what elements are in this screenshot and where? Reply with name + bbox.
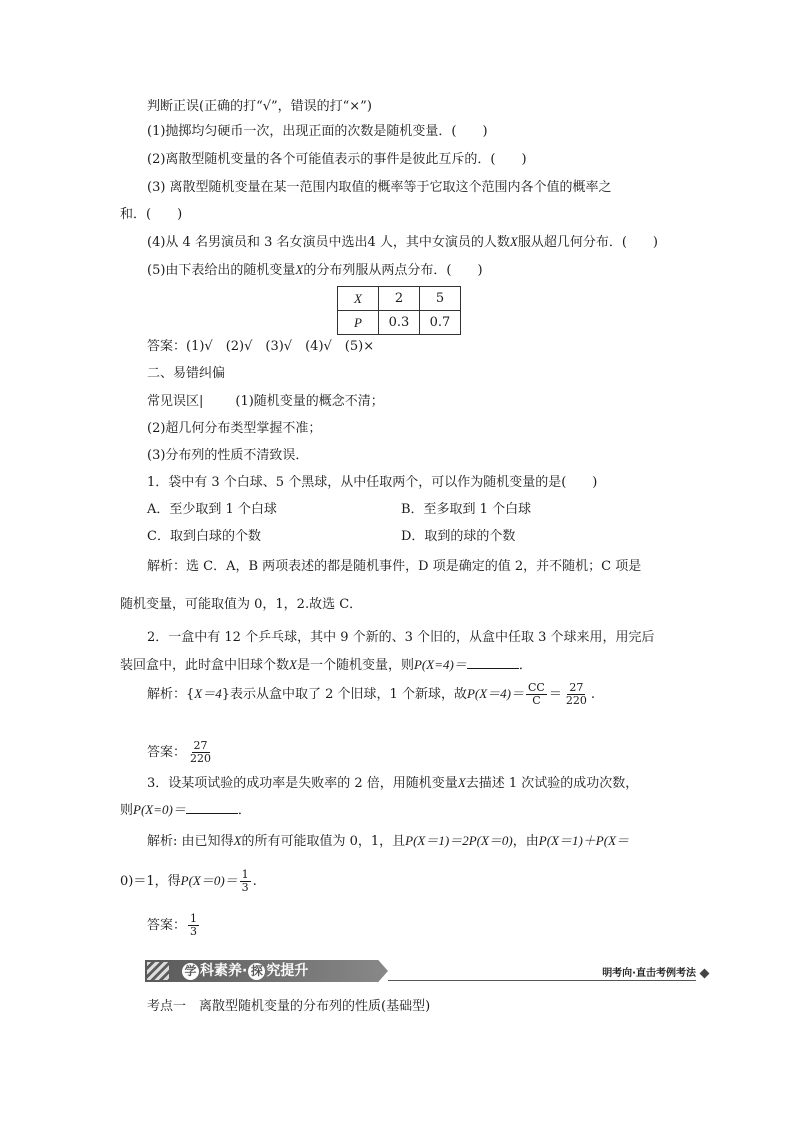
table-cell: 0.3 xyxy=(379,311,420,335)
distribution-table xyxy=(337,286,461,335)
judge-item-5-pre: (5)由下表给出的随机变量 xyxy=(147,263,296,278)
error-item-1: (1)随机变量的概念不清； xyxy=(235,394,384,409)
probability-expression: P(X=0)＝ xyxy=(133,802,186,817)
variable-x: X xyxy=(295,262,304,277)
answer-fraction xyxy=(188,913,199,938)
question-3-line1-pre: 3．设某项试验的成功率是失败率的 2 倍，用随机变量 xyxy=(147,776,458,791)
question-3-solution-mid: 的所有可能取值为 0，1，且 xyxy=(241,834,406,849)
error-item-2: (2)超几何分布类型掌握不准； xyxy=(147,421,322,436)
judge-item-3-line1: (3) 离散型随机变量在某一范围内取值的概率等于它取这个范围内各个值的概率之 xyxy=(147,180,612,195)
judge-heading: 判断正误(正确的打“√”，错误的打“×”) xyxy=(147,99,372,114)
period: . xyxy=(252,874,257,889)
question-3-answer xyxy=(147,913,201,938)
judge-answer: 答案：(1)√ (2)√ (3)√ (4)√ (5)× xyxy=(147,339,375,354)
banner-title-part2: 究提升 xyxy=(266,963,309,979)
answer-label: 答案： xyxy=(147,918,187,933)
question-3-solution-line1 xyxy=(147,832,629,851)
probability-expression: P(X＝1)＋P(X＝ xyxy=(538,833,630,848)
judge-item-1: (1)抛掷均匀硬币一次，出现正面的次数是随机变量．( ) xyxy=(147,124,488,139)
banner-subtitle: 明考向·直击考例考法 xyxy=(602,968,696,979)
banner-rule xyxy=(388,980,696,981)
banner-title-part1: 科素养· xyxy=(200,963,248,979)
question-2-answer xyxy=(147,740,215,765)
event-expression: X＝4 xyxy=(194,686,222,701)
question-1-option-d: D．取到的球的个数 xyxy=(401,529,516,544)
fraction-denominator: 220 xyxy=(190,752,212,765)
section2-heading: 二、易错纠偏 xyxy=(147,366,226,381)
table-cell: P xyxy=(338,311,379,335)
question-2-line2-pre: 装回盒中，此时盒中旧球个数 xyxy=(120,658,290,673)
probability-expression: P(X＝0)＝ xyxy=(180,873,238,888)
question-3-solution-mid2: ，由 xyxy=(512,834,539,849)
diamond-icon xyxy=(700,969,710,979)
banner-char-circle: 学 xyxy=(182,963,199,980)
fraction-denominator: 220 xyxy=(565,694,587,707)
common-errors-label: 常见误区| xyxy=(147,394,204,409)
question-3-solution-pre: 解析: 由已知得 xyxy=(147,834,234,849)
banner-char-circle: 探 xyxy=(248,963,265,980)
answer-blank[interactable] xyxy=(467,656,519,669)
question-1-solution-line2: 随机变量，可能取值为 0，1，2.故选 C． xyxy=(120,597,363,612)
result-fraction xyxy=(564,682,589,707)
probability-expression: P(X=4)＝ xyxy=(413,657,467,672)
table-row xyxy=(338,311,461,335)
question-3-line2: 则P(X=0)＝ ． xyxy=(120,802,251,818)
banner-stripes xyxy=(147,962,169,980)
question-1-option-b: B．至多取到 1 个白球 xyxy=(401,502,532,517)
question-2-line2: 装回盒中，此时盒中旧球个数X是一个随机变量，则P(X=4)＝ ． xyxy=(120,657,532,673)
judge-item-3-line2: 和．( ) xyxy=(120,207,183,222)
table-cell: 5 xyxy=(420,287,461,311)
topic-heading: 考点一 离散型随机变量的分布列的性质(基础型) xyxy=(147,999,431,1014)
table-row xyxy=(338,287,461,311)
variable-x: X xyxy=(289,657,297,672)
table-cell: 0.7 xyxy=(420,311,461,335)
question-3-line1 xyxy=(147,774,638,793)
question-2-solution-pre: 解析：{ xyxy=(147,687,195,702)
table-cell: X xyxy=(338,287,379,311)
fraction-denominator: 3 xyxy=(241,881,249,894)
fraction-numerator: CC xyxy=(528,681,545,694)
question-3-solution-line2 xyxy=(120,869,257,894)
judge-item-4 xyxy=(147,233,658,252)
answer-fraction xyxy=(188,740,213,765)
judge-item-4-post: 服从超几何分布．( ) xyxy=(517,235,658,250)
answer-label: 答案： xyxy=(147,745,187,760)
equals-sign: ＝ xyxy=(548,687,562,702)
fraction-numerator: 27 xyxy=(569,681,584,694)
variable-x: X xyxy=(457,775,466,790)
fraction-denominator: 3 xyxy=(190,925,198,938)
common-errors xyxy=(147,393,384,411)
variable-x: X xyxy=(233,833,242,848)
fraction-denominator: C xyxy=(532,694,541,707)
question-2-solution-mid: }表示从盒中取了 2 个旧球，1 个新球，故 xyxy=(221,687,467,702)
question-3-line1-post: 去描述 1 次试验的成功次数， xyxy=(465,776,639,791)
banner-title xyxy=(181,960,308,982)
question-1-solution-line1: 解析：选 C．A，B 两项表述的都是随机事件，D 项是确定的值 2，并不随机；C 项是 xyxy=(147,559,642,574)
question-3-line2-pre: 则 xyxy=(120,803,134,818)
fraction-numerator: 1 xyxy=(241,868,249,881)
variable-x: X xyxy=(509,234,518,249)
section-banner xyxy=(145,958,710,984)
result-fraction xyxy=(240,869,251,894)
judge-item-4-pre: (4)从 4 名男演员和 3 名女演员中选出4 人，其中女演员的人数 xyxy=(147,235,510,250)
fraction-numerator: 27 xyxy=(193,739,208,752)
judge-item-5-post: 的分布列服从两点分布．( ) xyxy=(303,263,483,278)
answer-blank[interactable] xyxy=(186,801,238,814)
judge-item-5 xyxy=(147,261,483,280)
table-cell: 2 xyxy=(379,287,420,311)
judge-item-2: (2)离散型随机变量的各个可能值表示的事件是彼此互斥的．( ) xyxy=(147,152,527,167)
question-2-line2-mid: 是一个随机变量，则 xyxy=(296,658,414,673)
period: . xyxy=(590,687,595,702)
question-3-solution-line2-pre: 0)＝1，得 xyxy=(120,874,181,889)
probability-expression: P(X＝1)＝2P(X＝0) xyxy=(405,833,513,848)
question-1-option-a: A．至少取到 1 个白球 xyxy=(147,502,277,517)
question-1-option-c: C．取到白球的个数 xyxy=(147,529,261,544)
error-item-3: (3)分布列的性质不清致误． xyxy=(147,448,309,463)
combination-fraction xyxy=(526,682,547,707)
probability-expression: P(X＝4)＝ xyxy=(466,686,524,701)
question-2-line1: 2．一盒中有 12 个乒乓球，其中 9 个新的、3 个旧的，从盒中任取 3 个球来用，用完后 xyxy=(147,630,655,645)
fraction-numerator: 1 xyxy=(190,912,198,925)
question-1-stem: 1．袋中有 3 个白球、5 个黑球，从中任取两个，可以作为随机变量的是( ) xyxy=(147,475,598,490)
question-2-solution xyxy=(147,682,595,707)
